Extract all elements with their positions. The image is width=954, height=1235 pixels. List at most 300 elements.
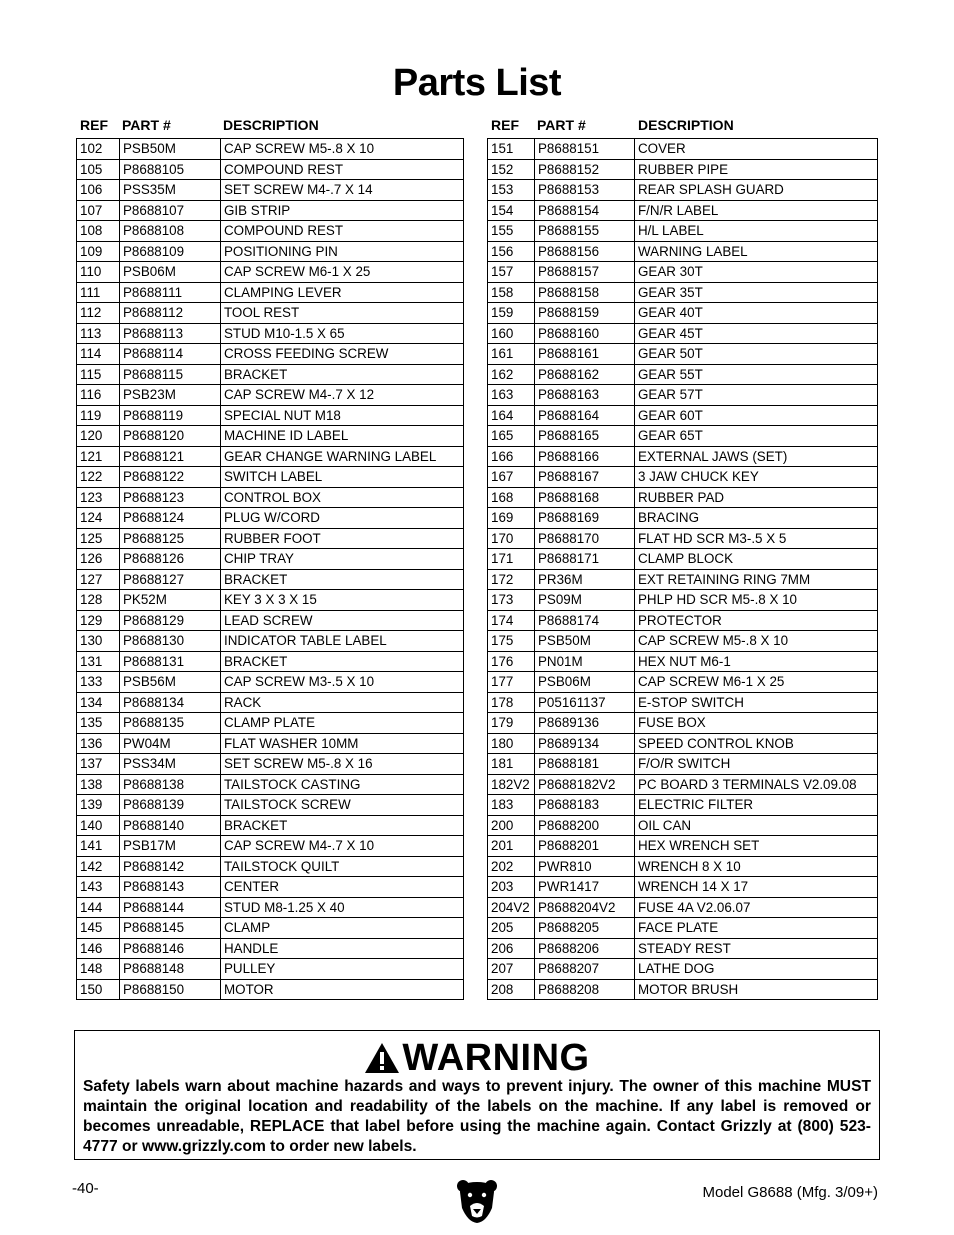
ref-cell: 161 bbox=[488, 344, 535, 365]
description-cell: SET SCREW M4-.7 X 14 bbox=[221, 180, 464, 201]
table-row bbox=[77, 877, 464, 898]
description-cell: CAP SCREW M5-.8 X 10 bbox=[635, 631, 878, 652]
table-row bbox=[77, 241, 464, 262]
part-number-cell: P8688108 bbox=[120, 221, 221, 242]
ref-cell: 151 bbox=[488, 139, 535, 160]
part-number-cell: P8688135 bbox=[120, 713, 221, 734]
ref-cell: 163 bbox=[488, 385, 535, 406]
ref-cell: 202 bbox=[488, 856, 535, 877]
ref-cell: 201 bbox=[488, 836, 535, 857]
ref-cell: 137 bbox=[77, 754, 120, 775]
part-number-cell: P8688158 bbox=[535, 282, 635, 303]
part-number-cell: P8688154 bbox=[535, 200, 635, 221]
description-cell: 3 JAW CHUCK KEY bbox=[635, 467, 878, 488]
ref-cell: 121 bbox=[77, 446, 120, 467]
description-cell: STUD M10-1.5 X 65 bbox=[221, 323, 464, 344]
description-cell: CROSS FEEDING SCREW bbox=[221, 344, 464, 365]
ref-cell: 119 bbox=[77, 405, 120, 426]
ref-cell: 139 bbox=[77, 795, 120, 816]
table-row bbox=[77, 692, 464, 713]
description-cell: GEAR 35T bbox=[635, 282, 878, 303]
table-row bbox=[77, 631, 464, 652]
description-cell: CLAMPING LEVER bbox=[221, 282, 464, 303]
table-row bbox=[77, 918, 464, 939]
warning-heading-text: WARNING bbox=[402, 1037, 590, 1079]
ref-cell: 157 bbox=[488, 262, 535, 283]
parts-table-header bbox=[76, 110, 464, 138]
part-number-cell: PSB06M bbox=[120, 262, 221, 283]
description-cell: GEAR CHANGE WARNING LABEL bbox=[221, 446, 464, 467]
ref-cell: 124 bbox=[77, 508, 120, 529]
table-row bbox=[488, 159, 878, 180]
description-cell: WRENCH 8 X 10 bbox=[635, 856, 878, 877]
part-number-cell: PN01M bbox=[535, 651, 635, 672]
part-number-cell: P8688166 bbox=[535, 446, 635, 467]
ref-cell: 146 bbox=[77, 938, 120, 959]
description-cell: BRACKET bbox=[221, 815, 464, 836]
table-row bbox=[77, 795, 464, 816]
part-number-cell: P8688124 bbox=[120, 508, 221, 529]
ref-cell: 114 bbox=[77, 344, 120, 365]
description-cell: BRACING bbox=[635, 508, 878, 529]
table-row bbox=[488, 446, 878, 467]
description-cell: CAP SCREW M4-.7 X 10 bbox=[221, 836, 464, 857]
description-cell: COMPOUND REST bbox=[221, 159, 464, 180]
part-number-cell: PS09M bbox=[535, 590, 635, 611]
table-row bbox=[77, 713, 464, 734]
ref-cell: 142 bbox=[77, 856, 120, 877]
ref-cell: 204V2 bbox=[488, 897, 535, 918]
model-info: Model G8688 (Mfg. 3/09+) bbox=[702, 1184, 878, 1201]
part-number-cell: P8688107 bbox=[120, 200, 221, 221]
description-cell: STUD M8-1.25 X 40 bbox=[221, 897, 464, 918]
ref-cell: 174 bbox=[488, 610, 535, 631]
description-cell: CAP SCREW M5-.8 X 10 bbox=[221, 139, 464, 160]
ref-cell: 106 bbox=[77, 180, 120, 201]
description-cell: CENTER bbox=[221, 877, 464, 898]
description-cell: WARNING LABEL bbox=[635, 241, 878, 262]
ref-cell: 154 bbox=[488, 200, 535, 221]
part-number-cell: P8688160 bbox=[535, 323, 635, 344]
part-number-cell: P8689136 bbox=[535, 713, 635, 734]
ref-cell: 136 bbox=[77, 733, 120, 754]
part-number-cell: PK52M bbox=[120, 590, 221, 611]
part-number-cell: P8688201 bbox=[535, 836, 635, 857]
table-row bbox=[77, 856, 464, 877]
description-cell: FACE PLATE bbox=[635, 918, 878, 939]
part-number-cell: P8688121 bbox=[120, 446, 221, 467]
table-row bbox=[488, 877, 878, 898]
table-row bbox=[488, 487, 878, 508]
parts-table-body bbox=[487, 138, 878, 1000]
part-number-cell: P8688182V2 bbox=[535, 774, 635, 795]
description-cell: BRACKET bbox=[221, 651, 464, 672]
part-number-cell: P8688159 bbox=[535, 303, 635, 324]
part-number-cell: P8689134 bbox=[535, 733, 635, 754]
table-row bbox=[77, 364, 464, 385]
ref-cell: 203 bbox=[488, 877, 535, 898]
ref-cell: 109 bbox=[77, 241, 120, 262]
description-cell: GEAR 57T bbox=[635, 385, 878, 406]
part-number-cell: P8688162 bbox=[535, 364, 635, 385]
part-number-cell: P8688156 bbox=[535, 241, 635, 262]
part-number-cell: PSB23M bbox=[120, 385, 221, 406]
table-row bbox=[77, 446, 464, 467]
part-number-cell: P8688129 bbox=[120, 610, 221, 631]
description-cell: BRACKET bbox=[221, 569, 464, 590]
ref-cell: 172 bbox=[488, 569, 535, 590]
description-cell: TAILSTOCK CASTING bbox=[221, 774, 464, 795]
part-number-cell: P8688126 bbox=[120, 549, 221, 570]
description-cell: RACK bbox=[221, 692, 464, 713]
table-row bbox=[488, 139, 878, 160]
description-cell: FLAT HD SCR M3-.5 X 5 bbox=[635, 528, 878, 549]
part-number-cell: P8688169 bbox=[535, 508, 635, 529]
ref-cell: 120 bbox=[77, 426, 120, 447]
table-row bbox=[77, 528, 464, 549]
table-row bbox=[488, 959, 878, 980]
ref-cell: 131 bbox=[77, 651, 120, 672]
table-row bbox=[77, 590, 464, 611]
warning-heading bbox=[75, 1036, 879, 1080]
ref-cell: 159 bbox=[488, 303, 535, 324]
table-row bbox=[77, 610, 464, 631]
table-row bbox=[488, 528, 878, 549]
ref-cell: 166 bbox=[488, 446, 535, 467]
table-row bbox=[488, 405, 878, 426]
table-row bbox=[77, 938, 464, 959]
table-row bbox=[77, 815, 464, 836]
description-cell: SWITCH LABEL bbox=[221, 467, 464, 488]
ref-column-header: REF bbox=[491, 117, 519, 133]
table-row bbox=[77, 487, 464, 508]
part-number-cell: P8688152 bbox=[535, 159, 635, 180]
description-cell: ELECTRIC FILTER bbox=[635, 795, 878, 816]
ref-cell: 141 bbox=[77, 836, 120, 857]
description-cell: TAILSTOCK SCREW bbox=[221, 795, 464, 816]
ref-cell: 152 bbox=[488, 159, 535, 180]
part-number-cell: P8688122 bbox=[120, 467, 221, 488]
ref-cell: 150 bbox=[77, 979, 120, 1000]
ref-cell: 102 bbox=[77, 139, 120, 160]
part-number-cell: P8688140 bbox=[120, 815, 221, 836]
description-cell: KEY 3 X 3 X 15 bbox=[221, 590, 464, 611]
part-number-cell: P8688167 bbox=[535, 467, 635, 488]
ref-cell: 148 bbox=[77, 959, 120, 980]
parts-table-right bbox=[487, 110, 878, 1000]
description-cell: INDICATOR TABLE LABEL bbox=[221, 631, 464, 652]
description-cell: OIL CAN bbox=[635, 815, 878, 836]
ref-cell: 167 bbox=[488, 467, 535, 488]
table-row bbox=[488, 795, 878, 816]
description-cell: FLAT WASHER 10MM bbox=[221, 733, 464, 754]
ref-cell: 180 bbox=[488, 733, 535, 754]
ref-cell: 128 bbox=[77, 590, 120, 611]
table-row bbox=[488, 426, 878, 447]
table-row bbox=[488, 754, 878, 775]
ref-cell: 130 bbox=[77, 631, 120, 652]
part-number-cell: P8688174 bbox=[535, 610, 635, 631]
ref-cell: 178 bbox=[488, 692, 535, 713]
part-number-cell: P8688143 bbox=[120, 877, 221, 898]
table-row bbox=[77, 959, 464, 980]
description-cell: GEAR 65T bbox=[635, 426, 878, 447]
description-cell: HEX NUT M6-1 bbox=[635, 651, 878, 672]
table-row bbox=[77, 836, 464, 857]
part-number-cell: P8688148 bbox=[120, 959, 221, 980]
warning-text: Safety labels warn about machine hazards and ways to prevent injury. The owner of this machine MUST maintain the original location and readability of the labels on the machine. If any label is removed or becomes unreadable, REPLACE that label before using the machine again. Contact Grizzly at (800) 523-4777 or www.grizzly.com to order new labels. bbox=[83, 1078, 871, 1155]
part-number-cell: P8688151 bbox=[535, 139, 635, 160]
part-number-cell: P8688205 bbox=[535, 918, 635, 939]
part-number-cell: PSB50M bbox=[535, 631, 635, 652]
table-row bbox=[488, 508, 878, 529]
ref-cell: 143 bbox=[77, 877, 120, 898]
warning-box bbox=[74, 1030, 880, 1160]
ref-cell: 105 bbox=[77, 159, 120, 180]
part-number-cell: P8688113 bbox=[120, 323, 221, 344]
part-number-cell: P8688170 bbox=[535, 528, 635, 549]
table-row bbox=[488, 385, 878, 406]
table-row bbox=[488, 241, 878, 262]
part-number-cell: P8688134 bbox=[120, 692, 221, 713]
part-number-cell: PSB06M bbox=[535, 672, 635, 693]
description-cell: GEAR 30T bbox=[635, 262, 878, 283]
ref-cell: 179 bbox=[488, 713, 535, 734]
ref-cell: 126 bbox=[77, 549, 120, 570]
part-number-cell: PSS35M bbox=[120, 180, 221, 201]
table-row bbox=[488, 180, 878, 201]
table-row bbox=[488, 938, 878, 959]
table-row bbox=[488, 836, 878, 857]
ref-cell: 144 bbox=[77, 897, 120, 918]
table-row bbox=[488, 979, 878, 1000]
description-cell: RUBBER PIPE bbox=[635, 159, 878, 180]
ref-cell: 138 bbox=[77, 774, 120, 795]
table-row bbox=[77, 672, 464, 693]
description-cell: LATHE DOG bbox=[635, 959, 878, 980]
description-cell: SPECIAL NUT M18 bbox=[221, 405, 464, 426]
table-row bbox=[77, 303, 464, 324]
description-cell: REAR SPLASH GUARD bbox=[635, 180, 878, 201]
ref-cell: 162 bbox=[488, 364, 535, 385]
part-number-cell: P8688206 bbox=[535, 938, 635, 959]
description-cell: STEADY REST bbox=[635, 938, 878, 959]
ref-cell: 169 bbox=[488, 508, 535, 529]
ref-cell: 177 bbox=[488, 672, 535, 693]
description-cell: WRENCH 14 X 17 bbox=[635, 877, 878, 898]
ref-cell: 205 bbox=[488, 918, 535, 939]
part-number-cell: P8688127 bbox=[120, 569, 221, 590]
table-row bbox=[77, 651, 464, 672]
ref-cell: 108 bbox=[77, 221, 120, 242]
description-cell: SET SCREW M5-.8 X 16 bbox=[221, 754, 464, 775]
table-row bbox=[488, 344, 878, 365]
ref-cell: 112 bbox=[77, 303, 120, 324]
description-column-header: DESCRIPTION bbox=[223, 117, 319, 133]
ref-cell: 107 bbox=[77, 200, 120, 221]
description-cell: TOOL REST bbox=[221, 303, 464, 324]
part-number-cell: P8688139 bbox=[120, 795, 221, 816]
part-number-cell: P8688123 bbox=[120, 487, 221, 508]
ref-cell: 113 bbox=[77, 323, 120, 344]
ref-cell: 133 bbox=[77, 672, 120, 693]
description-cell: PULLEY bbox=[221, 959, 464, 980]
table-row bbox=[77, 569, 464, 590]
part-number-cell: P8688142 bbox=[120, 856, 221, 877]
description-cell: CAP SCREW M6-1 X 25 bbox=[221, 262, 464, 283]
table-row bbox=[77, 262, 464, 283]
table-row bbox=[77, 979, 464, 1000]
part-number-cell: PWR1417 bbox=[535, 877, 635, 898]
parts-table-left bbox=[76, 110, 464, 1000]
ref-cell: 158 bbox=[488, 282, 535, 303]
ref-cell: 125 bbox=[77, 528, 120, 549]
part-number-cell: P8688208 bbox=[535, 979, 635, 1000]
table-row bbox=[488, 610, 878, 631]
part-number-cell: P8688146 bbox=[120, 938, 221, 959]
ref-cell: 207 bbox=[488, 959, 535, 980]
table-row bbox=[488, 713, 878, 734]
part-number-cell: P8688165 bbox=[535, 426, 635, 447]
description-cell: GEAR 60T bbox=[635, 405, 878, 426]
ref-cell: 122 bbox=[77, 467, 120, 488]
table-row bbox=[77, 159, 464, 180]
description-cell: EXTERNAL JAWS (SET) bbox=[635, 446, 878, 467]
table-row bbox=[77, 344, 464, 365]
description-cell: F/N/R LABEL bbox=[635, 200, 878, 221]
description-cell: POSITIONING PIN bbox=[221, 241, 464, 262]
ref-cell: 155 bbox=[488, 221, 535, 242]
description-cell: HEX WRENCH SET bbox=[635, 836, 878, 857]
parts-table-body bbox=[76, 138, 464, 1000]
description-cell: FUSE 4A V2.06.07 bbox=[635, 897, 878, 918]
ref-cell: 134 bbox=[77, 692, 120, 713]
ref-cell: 135 bbox=[77, 713, 120, 734]
part-number-cell: P8688115 bbox=[120, 364, 221, 385]
ref-cell: 165 bbox=[488, 426, 535, 447]
part-number-cell: PSS34M bbox=[120, 754, 221, 775]
description-column-header: DESCRIPTION bbox=[638, 117, 734, 133]
part-number-cell: P8688114 bbox=[120, 344, 221, 365]
ref-cell: 200 bbox=[488, 815, 535, 836]
table-row bbox=[77, 754, 464, 775]
table-row bbox=[488, 631, 878, 652]
description-cell: FUSE BOX bbox=[635, 713, 878, 734]
description-cell: PROTECTOR bbox=[635, 610, 878, 631]
grizzly-bear-logo-icon bbox=[456, 1178, 498, 1224]
description-cell: GIB STRIP bbox=[221, 200, 464, 221]
description-cell: MOTOR bbox=[221, 979, 464, 1000]
table-row bbox=[488, 303, 878, 324]
table-row bbox=[488, 672, 878, 693]
description-cell: PHLP HD SCR M5-.8 X 10 bbox=[635, 590, 878, 611]
part-number-cell: P8688183 bbox=[535, 795, 635, 816]
table-row bbox=[488, 221, 878, 242]
description-cell: PC BOARD 3 TERMINALS V2.09.08 bbox=[635, 774, 878, 795]
description-cell: TAILSTOCK QUILT bbox=[221, 856, 464, 877]
table-row bbox=[488, 815, 878, 836]
description-cell: GEAR 45T bbox=[635, 323, 878, 344]
part-number-cell: PSB56M bbox=[120, 672, 221, 693]
table-row bbox=[77, 180, 464, 201]
part-number-cell: PR36M bbox=[535, 569, 635, 590]
table-row bbox=[488, 364, 878, 385]
ref-cell: 123 bbox=[77, 487, 120, 508]
description-cell: GEAR 40T bbox=[635, 303, 878, 324]
part-number-column-header: PART # bbox=[537, 117, 586, 133]
part-number-cell: P8688150 bbox=[120, 979, 221, 1000]
description-cell: RUBBER FOOT bbox=[221, 528, 464, 549]
part-number-cell: PSB17M bbox=[120, 836, 221, 857]
part-number-cell: P8688125 bbox=[120, 528, 221, 549]
part-number-cell: P8688163 bbox=[535, 385, 635, 406]
warning-triangle-icon bbox=[364, 1042, 400, 1074]
table-row bbox=[77, 385, 464, 406]
part-number-cell: PW04M bbox=[120, 733, 221, 754]
table-row bbox=[488, 467, 878, 488]
ref-cell: 176 bbox=[488, 651, 535, 672]
table-row bbox=[488, 282, 878, 303]
description-cell: CAP SCREW M3-.5 X 10 bbox=[221, 672, 464, 693]
table-row bbox=[488, 262, 878, 283]
part-number-cell: P8688153 bbox=[535, 180, 635, 201]
table-row bbox=[488, 549, 878, 570]
table-row bbox=[77, 405, 464, 426]
part-number-cell: P8688181 bbox=[535, 754, 635, 775]
table-row bbox=[488, 897, 878, 918]
part-number-cell: P8688109 bbox=[120, 241, 221, 262]
table-row bbox=[488, 733, 878, 754]
description-cell: EXT RETAINING RING 7MM bbox=[635, 569, 878, 590]
part-number-cell: PWR810 bbox=[535, 856, 635, 877]
part-number-cell: P8688207 bbox=[535, 959, 635, 980]
table-row bbox=[488, 856, 878, 877]
table-row bbox=[77, 467, 464, 488]
table-row bbox=[77, 323, 464, 344]
ref-cell: 164 bbox=[488, 405, 535, 426]
ref-cell: 175 bbox=[488, 631, 535, 652]
ref-cell: 129 bbox=[77, 610, 120, 631]
table-row bbox=[77, 426, 464, 447]
part-number-column-header: PART # bbox=[122, 117, 171, 133]
description-cell: GEAR 50T bbox=[635, 344, 878, 365]
part-number-cell: P05161137 bbox=[535, 692, 635, 713]
part-number-cell: P8688112 bbox=[120, 303, 221, 324]
part-number-cell: P8688164 bbox=[535, 405, 635, 426]
part-number-cell: P8688200 bbox=[535, 815, 635, 836]
description-cell: SPEED CONTROL KNOB bbox=[635, 733, 878, 754]
parts-table-header bbox=[487, 110, 878, 138]
table-row bbox=[77, 139, 464, 160]
part-number-cell: P8688171 bbox=[535, 549, 635, 570]
description-cell: RUBBER PAD bbox=[635, 487, 878, 508]
ref-cell: 182V2 bbox=[488, 774, 535, 795]
description-cell: CAP SCREW M4-.7 X 12 bbox=[221, 385, 464, 406]
table-row bbox=[77, 774, 464, 795]
description-cell: CLAMP bbox=[221, 918, 464, 939]
part-number-cell: P8688138 bbox=[120, 774, 221, 795]
description-cell: LEAD SCREW bbox=[221, 610, 464, 631]
ref-cell: 160 bbox=[488, 323, 535, 344]
table-row bbox=[488, 323, 878, 344]
part-number-cell: P8688157 bbox=[535, 262, 635, 283]
ref-cell: 183 bbox=[488, 795, 535, 816]
table-row bbox=[77, 221, 464, 242]
description-cell: MACHINE ID LABEL bbox=[221, 426, 464, 447]
description-cell: COVER bbox=[635, 139, 878, 160]
ref-column-header: REF bbox=[80, 117, 108, 133]
part-number-cell: PSB50M bbox=[120, 139, 221, 160]
